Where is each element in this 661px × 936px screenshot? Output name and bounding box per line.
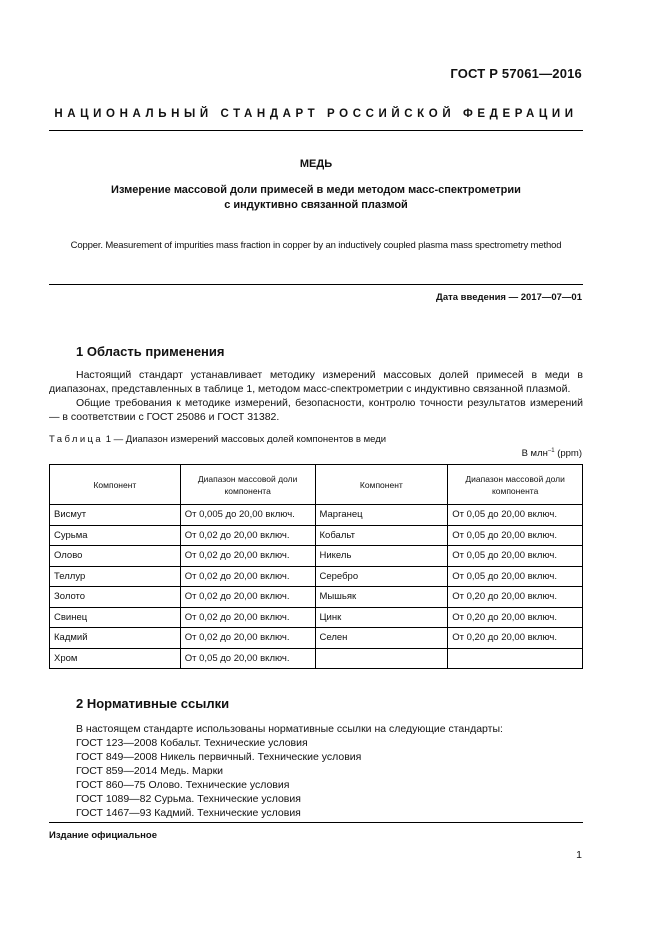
table-cell: От 0,02 до 20,00 включ. bbox=[180, 587, 315, 608]
table-header-row bbox=[50, 465, 583, 505]
subtitle-line-2: с индуктивно связанной плазмой bbox=[224, 199, 408, 211]
header-range-2: Диапазон массовой доли компонента bbox=[448, 465, 583, 505]
reference-item: ГОСТ 849—2008 Никель первичный. Технические условия bbox=[76, 751, 362, 763]
reference-item: ГОСТ 1467—93 Кадмий. Технические условия bbox=[76, 807, 301, 819]
table-unit bbox=[522, 448, 582, 459]
references-intro: В настоящем стандарте использованы нормативные ссылки на следующие стандарты: bbox=[76, 723, 503, 735]
top-divider bbox=[49, 130, 583, 131]
table-caption-text: 1 — Диапазон измерений массовых долей компонентов в меди bbox=[105, 434, 387, 445]
table-cell: От 0,02 до 20,00 включ. bbox=[180, 607, 315, 628]
table-cell: Мышьяк bbox=[315, 587, 448, 608]
page-number: 1 bbox=[576, 849, 582, 861]
reference-item: ГОСТ 860—75 Олово. Технические условия bbox=[76, 779, 290, 791]
table-row bbox=[50, 546, 583, 567]
table-1-caption bbox=[49, 434, 386, 445]
table-cell: Золото bbox=[50, 587, 181, 608]
header-range-1: Диапазон массовой доли компонента bbox=[180, 465, 315, 505]
table-cell: Висмут bbox=[50, 505, 181, 526]
document-subtitle bbox=[49, 183, 583, 213]
table-cell: От 0,05 до 20,00 включ. bbox=[180, 648, 315, 669]
table-cell: От 0,20 до 20,00 включ. bbox=[448, 628, 583, 649]
table-cell: От 0,02 до 20,00 включ. bbox=[180, 546, 315, 567]
table-cell: От 0,05 до 20,00 включ. bbox=[448, 505, 583, 526]
table-cell: От 0,05 до 20,00 включ. bbox=[448, 546, 583, 567]
table-cell: Цинк bbox=[315, 607, 448, 628]
bottom-divider bbox=[49, 822, 583, 823]
table-unit-ppm: (ppm) bbox=[557, 448, 582, 460]
table-cell: Сурьма bbox=[50, 525, 181, 546]
table-cell: Селен bbox=[315, 628, 448, 649]
table-row bbox=[50, 607, 583, 628]
header-component-2: Компонент bbox=[315, 465, 448, 505]
table-cell: Серебро bbox=[315, 566, 448, 587]
table-cell: От 0,20 до 20,00 включ. bbox=[448, 607, 583, 628]
table-cell: Свинец bbox=[50, 607, 181, 628]
table-cell: Олово bbox=[50, 546, 181, 567]
subtitle-line-1: Измерение массовой доли примесей в меди методом масс-спектрометрии bbox=[111, 184, 521, 196]
reference-item: ГОСТ 123—2008 Кобальт. Технические условия bbox=[76, 737, 308, 749]
table-cell: От 0,20 до 20,00 включ. bbox=[448, 587, 583, 608]
table-cell: Кадмий bbox=[50, 628, 181, 649]
table-cell: Никель bbox=[315, 546, 448, 567]
table-cell: Теллур bbox=[50, 566, 181, 587]
table-unit-exponent: –1 bbox=[547, 448, 555, 454]
table-1 bbox=[49, 464, 583, 669]
table-cell bbox=[315, 648, 448, 669]
header-component-1: Компонент bbox=[50, 465, 181, 505]
table-cell: Марганец bbox=[315, 505, 448, 526]
table-cell: От 0,05 до 20,00 включ. bbox=[448, 566, 583, 587]
table-cell: От 0,02 до 20,00 включ. bbox=[180, 566, 315, 587]
table-cell: Кобальт bbox=[315, 525, 448, 546]
reference-item: ГОСТ 1089—82 Сурьма. Технические условия bbox=[76, 793, 301, 805]
table-unit-label: В млн bbox=[521, 448, 548, 460]
table-row bbox=[50, 648, 583, 669]
reference-item: ГОСТ 859—2014 Медь. Марки bbox=[76, 765, 224, 777]
national-standard-banner: НАЦИОНАЛЬНЫЙ СТАНДАРТ РОССИЙСКОЙ ФЕДЕРАЦИИ bbox=[54, 108, 578, 120]
section-2-heading: 2 Нормативные ссылки bbox=[76, 696, 230, 711]
table-cell: От 0,02 до 20,00 включ. bbox=[180, 628, 315, 649]
table-cell bbox=[448, 648, 583, 669]
table-row bbox=[50, 628, 583, 649]
document-number: ГОСТ Р 57061—2016 bbox=[450, 66, 582, 81]
table-row bbox=[50, 587, 583, 608]
section-1-paragraph-2: Общие требования к методике измерений, безопасности, контролю точности результатов измерений — в соответствии с ГОСТ 25086 и ГОСТ 31382. bbox=[49, 397, 583, 423]
introduction-date: Дата введения — 2017—07—01 bbox=[436, 292, 582, 303]
normative-references bbox=[76, 722, 503, 820]
table-cell: Хром bbox=[50, 648, 181, 669]
table-row bbox=[50, 525, 583, 546]
table-cell: От 0,005 до 20,00 включ. bbox=[180, 505, 315, 526]
middle-divider bbox=[49, 284, 583, 285]
table-cell: От 0,02 до 20,00 включ. bbox=[180, 525, 315, 546]
table-caption-label: Таблица bbox=[49, 434, 104, 445]
section-1-heading: 1 Область применения bbox=[76, 344, 225, 359]
document-title: МЕДЬ bbox=[299, 158, 333, 170]
english-title: Copper. Measurement of impurities mass fraction in copper by an inductively coupled plasma mass spectrometry method bbox=[70, 240, 562, 251]
table-cell: От 0,05 до 20,00 включ. bbox=[448, 525, 583, 546]
official-edition-label: Издание официальное bbox=[49, 830, 157, 841]
section-1-paragraph-1: Настоящий стандарт устанавливает методику измерений массовых долей примесей в меди в диапазонах, представленных в таблице 1, методом масс-спектрометрии с индуктивно связанной плазмой. bbox=[49, 369, 583, 395]
table-row bbox=[50, 566, 583, 587]
table-row bbox=[50, 505, 583, 526]
